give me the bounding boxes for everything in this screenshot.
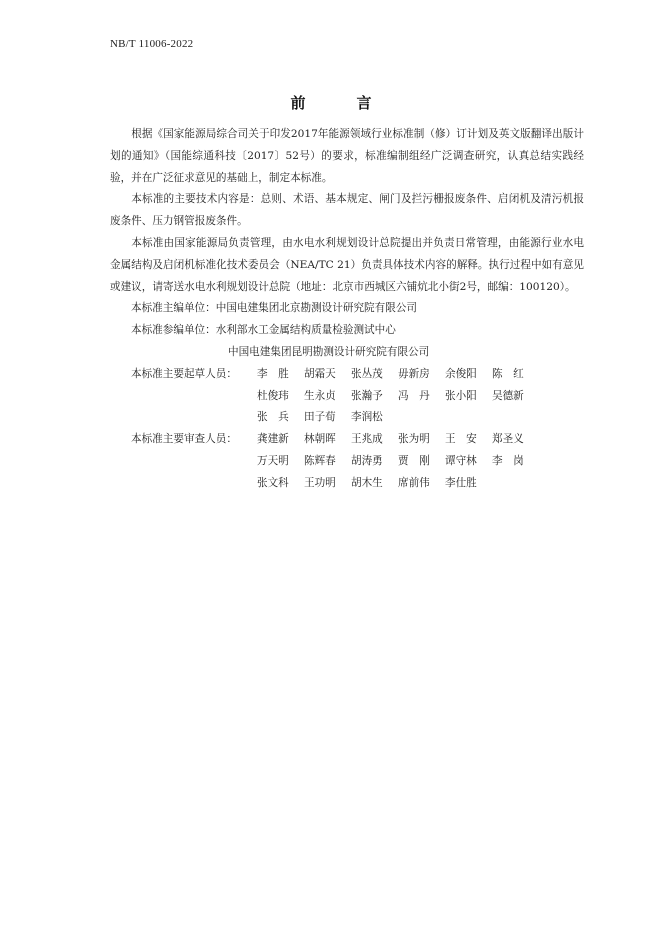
drafter-name: 张丛茂 (351, 367, 383, 380)
reviewer-name: 王功明 (304, 476, 336, 489)
reviewer-name: 胡涛勇 (351, 454, 383, 467)
drafter-name: 张瀚予 (351, 389, 383, 402)
drafter-name: 胡霜天 (304, 367, 336, 380)
reviewer-name: 张文科 (257, 476, 289, 489)
reviewer-name: 谭守林 (445, 454, 477, 467)
chief-editor-label: 本标准主编单位： (131, 302, 216, 315)
drafter-name: 张 兵 (257, 411, 289, 424)
reviewer-name: 林朝晖 (304, 433, 336, 446)
reviewer-name: 郑圣义 (492, 433, 524, 446)
chief-editor-row (110, 298, 584, 320)
reviewer-name: 龚建新 (257, 433, 289, 446)
standard-code: NB/T 11006-2022 (110, 38, 194, 50)
reviewer-name: 李 岗 (492, 454, 524, 467)
reviewers-label: 本标准主要审查人员： (131, 433, 237, 446)
drafter-name: 杜俊玮 (257, 389, 289, 402)
participant-unit: 中国电建集团昆明勘测设计研究院有限公司 (228, 345, 430, 358)
preface-body (110, 124, 584, 495)
reviewer-name: 张为明 (398, 433, 430, 446)
paragraph-basis: 根据《国家能源局综合司关于印发2017年能源领域行业标准制（修）订计划及英文版翻译出版计划的通知》（国能综通科技〔2017〕52号）的要求，标准编制组经广泛调查研究，认真总结实践经验，并在广泛征求意见的基础上，制定本标准。 (110, 128, 584, 184)
drafters-list (257, 364, 584, 429)
reviewer-name: 万天明 (257, 454, 289, 467)
drafter-name: 田子荀 (304, 411, 336, 424)
participants-row (110, 320, 584, 342)
chief-editor-unit: 中国电建集团北京勘测设计研究院有限公司 (215, 302, 418, 315)
participants-row-2 (110, 342, 584, 364)
reviewers-block (110, 429, 584, 494)
drafter-name: 李 胜 (257, 367, 289, 380)
reviewer-name: 王 安 (445, 433, 477, 446)
reviewer-name: 胡木生 (351, 476, 383, 489)
drafters-block (110, 364, 584, 429)
paragraph-main-content: 本标准的主要技术内容是：总则、术语、基本规定、闸门及拦污栅报废条件、启闭机及清污机报废条件、压力钢管报废条件。 (110, 193, 584, 228)
drafter-name: 李润松 (351, 411, 383, 424)
reviewer-name: 李仕胜 (445, 476, 477, 489)
reviewer-name: 王兆成 (351, 433, 383, 446)
drafter-name: 陈 红 (492, 367, 524, 380)
reviewer-name: 贾 刚 (398, 454, 430, 467)
drafter-name: 毋新房 (398, 367, 430, 380)
reviewer-name: 陈辉春 (304, 454, 336, 467)
participant-unit: 水利部水工金属结构质量检验测试中心 (215, 324, 396, 337)
page-title: 前 言 (290, 94, 390, 112)
paragraph-management: 本标准由国家能源局负责管理，由水电水利规划设计总院提出并负责日常管理，由能源行业水电金属结构及启闭机标准化技术委员会（NEA/TC 21）负责具体技术内容的解释。执行过程中如有意见或建议，请寄送水电水利规划设计总院（地址：北京市西城区六铺炕北小街2号，邮编：100120）。 (110, 236, 584, 293)
reviewer-name: 席前伟 (398, 476, 430, 489)
drafter-name: 余俊阳 (445, 367, 477, 380)
participants-label: 本标准参编单位： (131, 324, 216, 337)
drafter-name: 冯 丹 (398, 389, 430, 402)
drafter-name: 吴德新 (492, 389, 524, 402)
drafter-name: 张小阳 (445, 389, 477, 402)
drafters-label: 本标准主要起草人员： (131, 367, 237, 380)
drafter-name: 生永贞 (304, 389, 336, 402)
reviewers-list (257, 429, 584, 494)
